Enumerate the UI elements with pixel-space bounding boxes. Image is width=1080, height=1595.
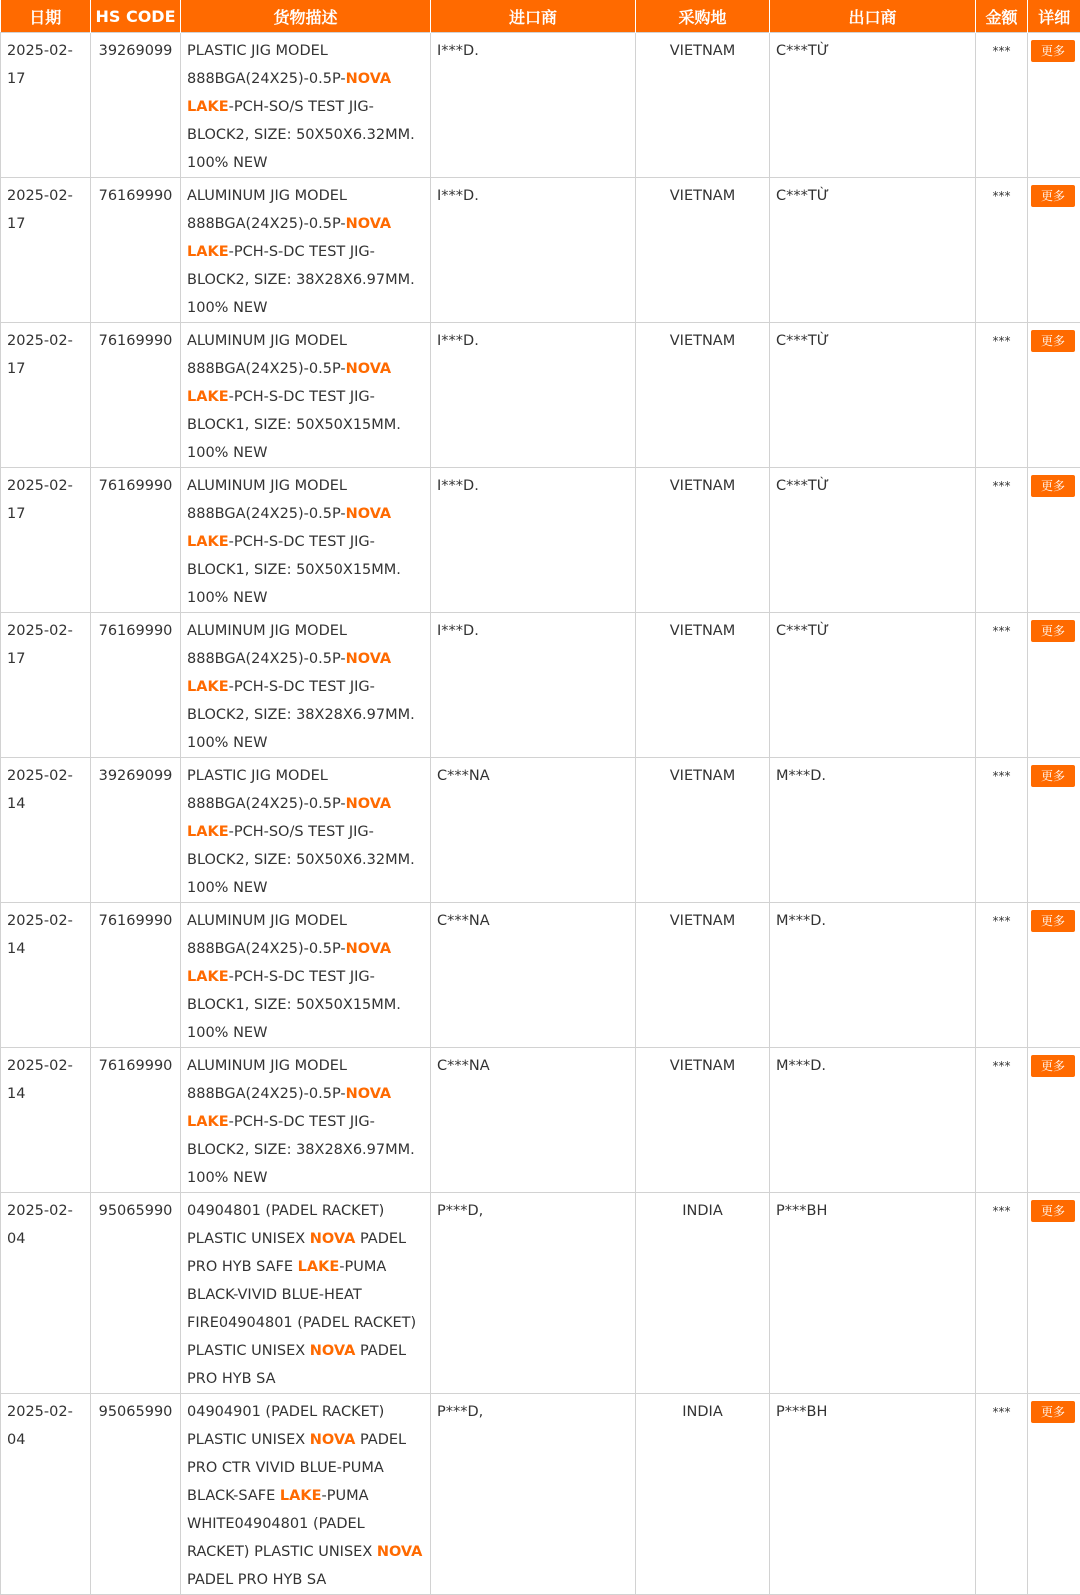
cell-exporter: C***TỪ: [770, 33, 976, 178]
cell-amount: ***: [976, 33, 1028, 178]
cell-description: [181, 323, 431, 468]
cell-exporter: M***D.: [770, 758, 976, 903]
cell-hs-code: 76169990: [91, 323, 181, 468]
more-button[interactable]: 更多: [1031, 185, 1075, 207]
header-exporter[interactable]: 出口商: [770, 0, 976, 33]
keyword-highlight: NOVA: [377, 1544, 423, 1560]
cell-detail: [1028, 323, 1080, 468]
cell-exporter: C***TỪ: [770, 468, 976, 613]
cell-detail: [1028, 178, 1080, 323]
header-hs-code[interactable]: HS CODE: [91, 0, 181, 33]
cell-importer: I***D.: [431, 178, 636, 323]
description-text: -PCH-S-DC TEST JIG-BLOCK2, SIZE: 38X28X6.97MM. 100% NEW: [187, 679, 415, 751]
description-text: ALUMINUM JIG MODEL 888BGA(24X25)-0.5P-: [187, 623, 347, 667]
cell-hs-code: 39269099: [91, 758, 181, 903]
keyword-highlight: NOVA: [310, 1343, 356, 1359]
more-button[interactable]: 更多: [1031, 1055, 1075, 1077]
cell-detail: [1028, 1193, 1080, 1394]
cell-amount: ***: [976, 178, 1028, 323]
cell-origin: VIETNAM: [636, 468, 770, 613]
cell-amount: ***: [976, 903, 1028, 1048]
cell-origin: INDIA: [636, 1193, 770, 1394]
more-button[interactable]: 更多: [1031, 475, 1075, 497]
cell-description: [181, 178, 431, 323]
cell-origin: VIETNAM: [636, 178, 770, 323]
cell-exporter: C***TỪ: [770, 323, 976, 468]
cell-amount: ***: [976, 1193, 1028, 1394]
keyword-highlight: NOVA LAKE: [187, 651, 391, 695]
cell-importer: I***D.: [431, 33, 636, 178]
cell-date: 2025-02-14: [1, 1048, 91, 1193]
cell-description: [181, 903, 431, 1048]
cell-amount: ***: [976, 468, 1028, 613]
cell-description: [181, 613, 431, 758]
description-text: ALUMINUM JIG MODEL 888BGA(24X25)-0.5P-: [187, 478, 347, 522]
table-row: [1, 178, 1080, 323]
keyword-highlight: NOVA LAKE: [187, 941, 391, 985]
table-row: [1, 33, 1080, 178]
cell-amount: ***: [976, 1394, 1028, 1595]
cell-exporter: P***BH: [770, 1193, 976, 1394]
keyword-highlight: NOVA: [310, 1231, 356, 1247]
cell-hs-code: 76169990: [91, 903, 181, 1048]
keyword-highlight: NOVA LAKE: [187, 71, 391, 115]
keyword-highlight: LAKE: [298, 1259, 340, 1275]
cell-description: [181, 1394, 431, 1595]
cell-origin: VIETNAM: [636, 903, 770, 1048]
cell-date: 2025-02-17: [1, 468, 91, 613]
table-row: [1, 758, 1080, 903]
more-button[interactable]: 更多: [1031, 1401, 1075, 1423]
cell-exporter: P***BH: [770, 1394, 976, 1595]
cell-detail: [1028, 468, 1080, 613]
cell-importer: C***NA: [431, 758, 636, 903]
cell-exporter: M***D.: [770, 1048, 976, 1193]
cell-hs-code: 95065990: [91, 1193, 181, 1394]
description-text: PADEL PRO HYB SAFE: [187, 1231, 406, 1275]
table-header-row: [1, 0, 1080, 33]
table-row: [1, 468, 1080, 613]
header-origin[interactable]: 采购地: [636, 0, 770, 33]
more-button[interactable]: 更多: [1031, 765, 1075, 787]
more-button[interactable]: 更多: [1031, 1200, 1075, 1222]
cell-origin: VIETNAM: [636, 613, 770, 758]
cell-date: 2025-02-17: [1, 323, 91, 468]
cell-detail: [1028, 33, 1080, 178]
table-row: [1, 1048, 1080, 1193]
cell-date: 2025-02-04: [1, 1193, 91, 1394]
cell-exporter: C***TỪ: [770, 613, 976, 758]
cell-detail: [1028, 758, 1080, 903]
cell-importer: C***NA: [431, 1048, 636, 1193]
cell-importer: I***D.: [431, 468, 636, 613]
cell-importer: I***D.: [431, 323, 636, 468]
cell-detail: [1028, 613, 1080, 758]
description-text: ALUMINUM JIG MODEL 888BGA(24X25)-0.5P-: [187, 333, 347, 377]
description-text: PADEL PRO HYB SA: [187, 1572, 326, 1588]
cell-description: [181, 758, 431, 903]
table-row: [1, 1394, 1080, 1595]
keyword-highlight: NOVA LAKE: [187, 506, 391, 550]
cell-date: 2025-02-17: [1, 33, 91, 178]
cell-origin: INDIA: [636, 1394, 770, 1595]
cell-importer: P***D,: [431, 1193, 636, 1394]
cell-amount: ***: [976, 323, 1028, 468]
description-text: -PCH-S-DC TEST JIG-BLOCK2, SIZE: 38X28X6.97MM. 100% NEW: [187, 244, 415, 316]
cell-date: 2025-02-17: [1, 613, 91, 758]
keyword-highlight: LAKE: [280, 1488, 322, 1504]
more-button[interactable]: 更多: [1031, 40, 1075, 62]
table-row: [1, 323, 1080, 468]
keyword-highlight: NOVA LAKE: [187, 216, 391, 260]
description-text: 04904901 (PADEL RACKET) PLASTIC UNISEX: [187, 1404, 384, 1448]
cell-description: [181, 1193, 431, 1394]
keyword-highlight: NOVA: [310, 1432, 356, 1448]
header-date[interactable]: 日期: [1, 0, 91, 33]
description-text: ALUMINUM JIG MODEL 888BGA(24X25)-0.5P-: [187, 913, 347, 957]
description-text: ALUMINUM JIG MODEL 888BGA(24X25)-0.5P-: [187, 188, 347, 232]
cell-importer: C***NA: [431, 903, 636, 1048]
cell-date: 2025-02-04: [1, 1394, 91, 1595]
description-text: PADEL PRO HYB SA: [187, 1343, 406, 1387]
cell-origin: VIETNAM: [636, 33, 770, 178]
header-description[interactable]: 货物描述: [181, 0, 431, 33]
cell-amount: ***: [976, 613, 1028, 758]
cell-exporter: M***D.: [770, 903, 976, 1048]
cell-hs-code: 95065990: [91, 1394, 181, 1595]
description-text: -PUMA BLACK-VIVID BLUE-HEAT FIRE04904801 (PADEL RACKET) PLASTIC UNISEX: [187, 1259, 416, 1359]
cell-importer: I***D.: [431, 613, 636, 758]
keyword-highlight: NOVA LAKE: [187, 796, 391, 840]
description-text: -PUMA WHITE04904801 (PADEL RACKET) PLASTIC UNISEX: [187, 1488, 377, 1560]
keyword-highlight: NOVA LAKE: [187, 361, 391, 405]
header-amount[interactable]: 金额: [976, 0, 1028, 33]
cell-exporter: C***TỪ: [770, 178, 976, 323]
cell-hs-code: 76169990: [91, 178, 181, 323]
more-button[interactable]: 更多: [1031, 620, 1075, 642]
description-text: PLASTIC JIG MODEL 888BGA(24X25)-0.5P-: [187, 43, 346, 87]
header-detail: 详细: [1028, 0, 1080, 33]
description-text: -PCH-S-DC TEST JIG-BLOCK1, SIZE: 50X50X15MM. 100% NEW: [187, 534, 401, 606]
cell-description: [181, 1048, 431, 1193]
table-row: [1, 1193, 1080, 1394]
description-text: ALUMINUM JIG MODEL 888BGA(24X25)-0.5P-: [187, 1058, 347, 1102]
cell-date: 2025-02-14: [1, 903, 91, 1048]
cell-origin: VIETNAM: [636, 323, 770, 468]
cell-hs-code: 76169990: [91, 613, 181, 758]
cell-date: 2025-02-14: [1, 758, 91, 903]
table-body: [1, 33, 1080, 1595]
cell-description: [181, 33, 431, 178]
cell-amount: ***: [976, 1048, 1028, 1193]
description-text: PLASTIC JIG MODEL 888BGA(24X25)-0.5P-: [187, 768, 346, 812]
cell-amount: ***: [976, 758, 1028, 903]
more-button[interactable]: 更多: [1031, 910, 1075, 932]
table-row: [1, 613, 1080, 758]
cell-detail: [1028, 903, 1080, 1048]
cell-detail: [1028, 1048, 1080, 1193]
cell-hs-code: 76169990: [91, 1048, 181, 1193]
cell-hs-code: 76169990: [91, 468, 181, 613]
cell-description: [181, 468, 431, 613]
cell-origin: VIETNAM: [636, 1048, 770, 1193]
description-text: -PCH-S-DC TEST JIG-BLOCK2, SIZE: 38X28X6.97MM. 100% NEW: [187, 1114, 415, 1186]
description-text: -PCH-S-DC TEST JIG-BLOCK1, SIZE: 50X50X15MM. 100% NEW: [187, 969, 401, 1041]
table-row: [1, 903, 1080, 1048]
more-button[interactable]: 更多: [1031, 330, 1075, 352]
cell-origin: VIETNAM: [636, 758, 770, 903]
description-text: -PCH-S-DC TEST JIG-BLOCK1, SIZE: 50X50X15MM. 100% NEW: [187, 389, 401, 461]
description-text: -PCH-SO/S TEST JIG-BLOCK2, SIZE: 50X50X6.32MM. 100% NEW: [187, 824, 415, 896]
keyword-highlight: NOVA LAKE: [187, 1086, 391, 1130]
description-text: -PCH-SO/S TEST JIG-BLOCK2, SIZE: 50X50X6.32MM. 100% NEW: [187, 99, 415, 171]
description-text: 04904801 (PADEL RACKET) PLASTIC UNISEX: [187, 1203, 384, 1247]
description-text: PADEL PRO CTR VIVID BLUE-PUMA BLACK-SAFE: [187, 1432, 406, 1504]
header-importer[interactable]: 进口商: [431, 0, 636, 33]
cell-date: 2025-02-17: [1, 178, 91, 323]
cell-hs-code: 39269099: [91, 33, 181, 178]
cell-detail: [1028, 1394, 1080, 1595]
cell-importer: P***D,: [431, 1394, 636, 1595]
